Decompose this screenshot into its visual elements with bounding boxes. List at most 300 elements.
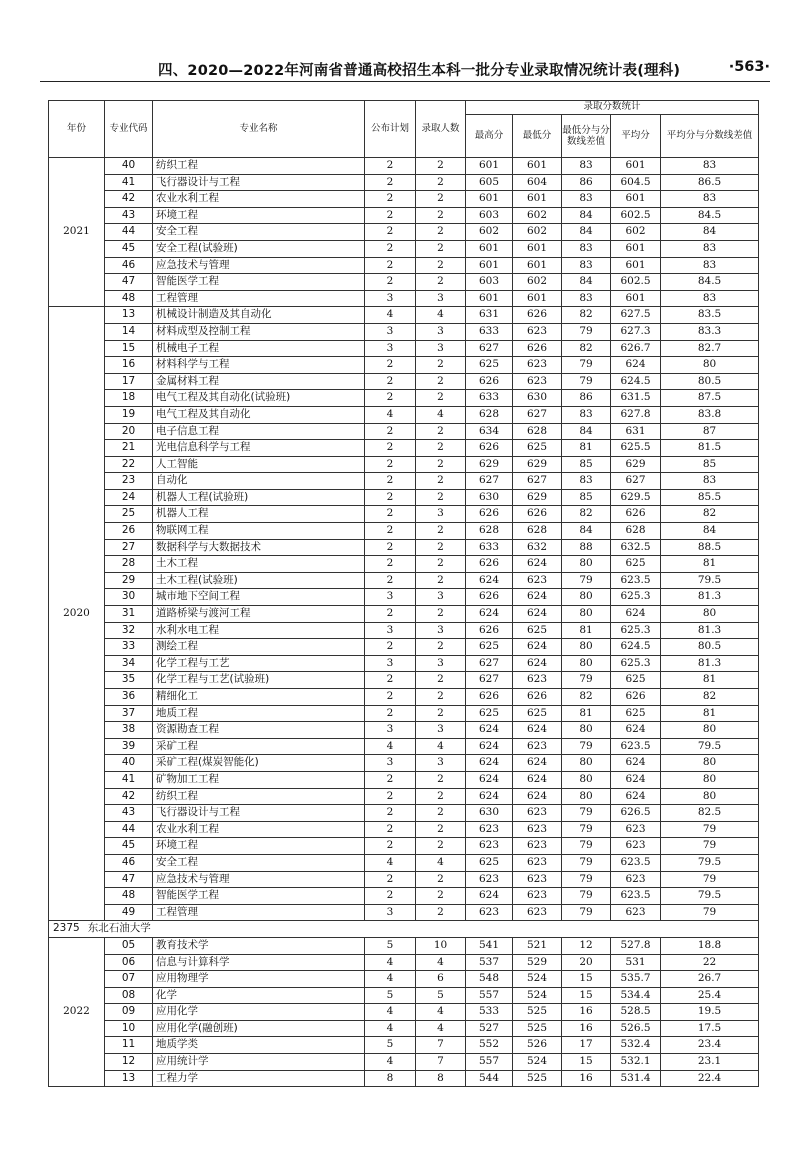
code-cell: 40 [105, 755, 153, 772]
code-cell: 08 [105, 987, 153, 1004]
name-cell: 机械电子工程 [153, 340, 365, 357]
table-row [49, 871, 759, 888]
min-cell: 624 [513, 606, 562, 623]
min-diff-cell: 79 [562, 805, 611, 822]
table-row [49, 440, 759, 457]
max-cell: 625 [466, 854, 513, 871]
plan-cell: 4 [365, 854, 416, 871]
avg-cell: 623.5 [611, 854, 661, 871]
avg-cell: 602 [611, 224, 661, 241]
min-diff-cell: 85 [562, 456, 611, 473]
min-diff-cell: 17 [562, 1037, 611, 1054]
min-diff-cell: 84 [562, 224, 611, 241]
plan-cell: 2 [365, 473, 416, 490]
admitted-cell: 5 [416, 987, 466, 1004]
avg-diff-cell: 23.1 [661, 1054, 759, 1071]
min-cell: 624 [513, 722, 562, 739]
code-cell: 37 [105, 705, 153, 722]
code-cell: 44 [105, 224, 153, 241]
table-header-row [49, 101, 759, 115]
min-diff-cell: 15 [562, 987, 611, 1004]
min-cell: 626 [513, 307, 562, 324]
admitted-cell: 2 [416, 456, 466, 473]
name-cell: 应用化学(融创班) [153, 1020, 365, 1037]
min-cell: 625 [513, 440, 562, 457]
max-cell: 601 [466, 290, 513, 307]
admitted-cell: 10 [416, 937, 466, 954]
min-cell: 623 [513, 805, 562, 822]
name-cell: 采矿工程(煤炭智能化) [153, 755, 365, 772]
name-cell: 采矿工程 [153, 738, 365, 755]
code-cell: 32 [105, 622, 153, 639]
avg-diff-cell: 82 [661, 506, 759, 523]
code-cell: 11 [105, 1037, 153, 1054]
avg-cell: 534.4 [611, 987, 661, 1004]
min-diff-cell: 79 [562, 738, 611, 755]
min-cell: 628 [513, 423, 562, 440]
code-cell: 35 [105, 672, 153, 689]
admitted-cell: 3 [416, 340, 466, 357]
max-cell: 601 [466, 257, 513, 274]
max-cell: 631 [466, 307, 513, 324]
code-cell: 09 [105, 1004, 153, 1021]
avg-diff-cell: 17.5 [661, 1020, 759, 1037]
min-diff-cell: 12 [562, 937, 611, 954]
admitted-cell: 4 [416, 406, 466, 423]
max-cell: 527 [466, 1020, 513, 1037]
admitted-cell: 4 [416, 854, 466, 871]
avg-cell: 601 [611, 191, 661, 208]
max-cell: 603 [466, 274, 513, 291]
admitted-cell: 2 [416, 539, 466, 556]
avg-diff-cell: 83.3 [661, 323, 759, 340]
avg-diff-cell: 80 [661, 606, 759, 623]
avg-diff-cell: 79 [661, 838, 759, 855]
table-row [49, 954, 759, 971]
name-cell: 精细化工 [153, 689, 365, 706]
min-diff-cell: 79 [562, 357, 611, 374]
min-diff-cell: 81 [562, 705, 611, 722]
avg-cell: 625.5 [611, 440, 661, 457]
avg-diff-cell: 79.5 [661, 572, 759, 589]
plan-cell: 4 [365, 954, 416, 971]
max-cell: 624 [466, 606, 513, 623]
name-cell: 资源勘查工程 [153, 722, 365, 739]
min-cell: 624 [513, 639, 562, 656]
avg-diff-cell: 83 [661, 257, 759, 274]
name-cell: 农业水利工程 [153, 191, 365, 208]
min-diff-cell: 80 [562, 755, 611, 772]
name-cell: 纺织工程 [153, 788, 365, 805]
table-row [49, 158, 759, 175]
table-row [49, 589, 759, 606]
plan-cell: 2 [365, 689, 416, 706]
table-row [49, 556, 759, 573]
max-cell: 605 [466, 174, 513, 191]
code-cell: 38 [105, 722, 153, 739]
avg-diff-cell: 79.5 [661, 738, 759, 755]
name-cell: 数据科学与大数据技术 [153, 539, 365, 556]
name-cell: 环境工程 [153, 838, 365, 855]
name-cell: 测绘工程 [153, 639, 365, 656]
max-cell: 601 [466, 240, 513, 257]
avg-diff-cell: 26.7 [661, 971, 759, 988]
min-diff-cell: 79 [562, 373, 611, 390]
name-cell: 地质工程 [153, 705, 365, 722]
code-cell: 39 [105, 738, 153, 755]
plan-cell: 2 [365, 373, 416, 390]
max-cell: 548 [466, 971, 513, 988]
name-cell: 光电信息科学与工程 [153, 440, 365, 457]
admitted-cell: 2 [416, 904, 466, 921]
name-cell: 道路桥梁与渡河工程 [153, 606, 365, 623]
min-diff-cell: 84 [562, 274, 611, 291]
name-cell: 城市地下空间工程 [153, 589, 365, 606]
min-cell: 629 [513, 456, 562, 473]
code-cell: 48 [105, 888, 153, 905]
name-cell: 地质学类 [153, 1037, 365, 1054]
plan-cell: 8 [365, 1070, 416, 1087]
min-cell: 623 [513, 323, 562, 340]
admitted-cell: 2 [416, 838, 466, 855]
table-row [49, 456, 759, 473]
avg-diff-cell: 86.5 [661, 174, 759, 191]
min-diff-cell: 80 [562, 771, 611, 788]
code-cell: 28 [105, 556, 153, 573]
name-cell: 电气工程及其自动化(试验班) [153, 390, 365, 407]
admitted-cell: 4 [416, 738, 466, 755]
table-row [49, 888, 759, 905]
table-row [49, 672, 759, 689]
max-cell: 601 [466, 158, 513, 175]
avg-cell: 601 [611, 290, 661, 307]
min-diff-cell: 88 [562, 539, 611, 556]
table-row [49, 1004, 759, 1021]
avg-diff-cell: 79.5 [661, 854, 759, 871]
min-diff-cell: 16 [562, 1020, 611, 1037]
code-cell: 33 [105, 639, 153, 656]
min-cell: 623 [513, 357, 562, 374]
max-cell: 557 [466, 987, 513, 1004]
min-cell: 626 [513, 689, 562, 706]
table-row [49, 606, 759, 623]
year-cell: 2022 [49, 937, 105, 1086]
plan-cell: 2 [365, 606, 416, 623]
max-cell: 624 [466, 738, 513, 755]
code-cell: 41 [105, 771, 153, 788]
max-cell: 627 [466, 473, 513, 490]
min-diff-cell: 80 [562, 606, 611, 623]
avg-cell: 625.3 [611, 589, 661, 606]
code-cell: 23 [105, 473, 153, 490]
avg-cell: 623.5 [611, 738, 661, 755]
min-cell: 623 [513, 672, 562, 689]
avg-cell: 626 [611, 689, 661, 706]
min-diff-cell: 86 [562, 174, 611, 191]
min-cell: 524 [513, 1054, 562, 1071]
min-cell: 601 [513, 158, 562, 175]
min-diff-cell: 15 [562, 1054, 611, 1071]
min-cell: 604 [513, 174, 562, 191]
min-cell: 629 [513, 489, 562, 506]
max-cell: 601 [466, 191, 513, 208]
avg-cell: 623 [611, 821, 661, 838]
admitted-cell: 2 [416, 705, 466, 722]
avg-diff-cell: 80 [661, 357, 759, 374]
code-cell: 41 [105, 174, 153, 191]
avg-cell: 624 [611, 722, 661, 739]
col-header-max: 最高分 [466, 115, 513, 158]
max-cell: 630 [466, 489, 513, 506]
avg-cell: 531 [611, 954, 661, 971]
admitted-cell: 2 [416, 606, 466, 623]
table-row [49, 622, 759, 639]
name-cell: 飞行器设计与工程 [153, 174, 365, 191]
plan-cell: 2 [365, 705, 416, 722]
avg-diff-cell: 80 [661, 722, 759, 739]
min-cell: 521 [513, 937, 562, 954]
min-diff-cell: 82 [562, 307, 611, 324]
year-cell: 2021 [49, 158, 105, 307]
plan-cell: 4 [365, 1004, 416, 1021]
plan-cell: 2 [365, 539, 416, 556]
plan-cell: 2 [365, 274, 416, 291]
code-cell: 34 [105, 655, 153, 672]
max-cell: 633 [466, 539, 513, 556]
avg-cell: 535.7 [611, 971, 661, 988]
min-cell: 525 [513, 1070, 562, 1087]
name-cell: 物联网工程 [153, 523, 365, 540]
name-cell: 自动化 [153, 473, 365, 490]
code-cell: 18 [105, 390, 153, 407]
name-cell: 化学 [153, 987, 365, 1004]
admitted-cell: 2 [416, 639, 466, 656]
avg-diff-cell: 81 [661, 556, 759, 573]
min-cell: 601 [513, 257, 562, 274]
avg-cell: 624 [611, 606, 661, 623]
avg-cell: 626.5 [611, 805, 661, 822]
max-cell: 624 [466, 722, 513, 739]
name-cell: 纺织工程 [153, 158, 365, 175]
avg-diff-cell: 18.8 [661, 937, 759, 954]
avg-cell: 626.7 [611, 340, 661, 357]
school-code: 2375 [53, 922, 80, 935]
min-diff-cell: 80 [562, 722, 611, 739]
max-cell: 603 [466, 207, 513, 224]
header-rule [40, 81, 770, 82]
code-cell: 46 [105, 854, 153, 871]
min-cell: 623 [513, 821, 562, 838]
col-header-name: 专业名称 [153, 101, 365, 158]
code-cell: 06 [105, 954, 153, 971]
plan-cell: 2 [365, 821, 416, 838]
code-cell: 30 [105, 589, 153, 606]
plan-cell: 3 [365, 655, 416, 672]
avg-cell: 625 [611, 705, 661, 722]
table-row [49, 821, 759, 838]
avg-cell: 625 [611, 672, 661, 689]
avg-cell: 624 [611, 771, 661, 788]
table-row [49, 971, 759, 988]
max-cell: 634 [466, 423, 513, 440]
avg-cell: 601 [611, 240, 661, 257]
school-row [49, 921, 759, 938]
group-2022 [49, 937, 759, 1086]
name-cell: 矿物加工工程 [153, 771, 365, 788]
page-header [40, 55, 770, 79]
admitted-cell: 2 [416, 473, 466, 490]
plan-cell: 5 [365, 1037, 416, 1054]
admitted-cell: 2 [416, 871, 466, 888]
admitted-cell: 2 [416, 556, 466, 573]
admitted-cell: 2 [416, 771, 466, 788]
avg-diff-cell: 83 [661, 473, 759, 490]
table-row [49, 1054, 759, 1071]
name-cell: 应急技术与管理 [153, 871, 365, 888]
min-diff-cell: 83 [562, 240, 611, 257]
code-cell: 44 [105, 821, 153, 838]
min-diff-cell: 83 [562, 257, 611, 274]
page-number: ·563· [728, 59, 770, 75]
avg-cell: 624 [611, 755, 661, 772]
avg-cell: 602.5 [611, 207, 661, 224]
admitted-cell: 4 [416, 1020, 466, 1037]
code-cell: 47 [105, 871, 153, 888]
max-cell: 557 [466, 1054, 513, 1071]
page-title: 四、2020—2022年河南省普通高校招生本科一批分专业录取情况统计表(理科) [158, 63, 681, 79]
admitted-cell: 7 [416, 1037, 466, 1054]
name-cell: 工程管理 [153, 904, 365, 921]
admitted-cell: 3 [416, 290, 466, 307]
avg-diff-cell: 79 [661, 821, 759, 838]
admitted-cell: 2 [416, 440, 466, 457]
min-diff-cell: 86 [562, 390, 611, 407]
plan-cell: 2 [365, 572, 416, 589]
avg-diff-cell: 79 [661, 904, 759, 921]
plan-cell: 2 [365, 174, 416, 191]
admitted-cell: 4 [416, 1004, 466, 1021]
min-diff-cell: 84 [562, 523, 611, 540]
avg-cell: 625 [611, 556, 661, 573]
plan-cell: 2 [365, 556, 416, 573]
code-cell: 14 [105, 323, 153, 340]
avg-cell: 628 [611, 523, 661, 540]
min-diff-cell: 20 [562, 954, 611, 971]
name-cell: 信息与计算科学 [153, 954, 365, 971]
avg-diff-cell: 84 [661, 224, 759, 241]
col-header-min-diff: 最低分与分数线差值 [562, 115, 611, 158]
code-cell: 07 [105, 971, 153, 988]
avg-diff-cell: 83.8 [661, 406, 759, 423]
max-cell: 627 [466, 340, 513, 357]
name-cell: 机械设计制造及其自动化 [153, 307, 365, 324]
table-row [49, 191, 759, 208]
table-row [49, 904, 759, 921]
code-cell: 27 [105, 539, 153, 556]
min-cell: 623 [513, 888, 562, 905]
min-cell: 524 [513, 987, 562, 1004]
avg-cell: 604.5 [611, 174, 661, 191]
avg-cell: 631 [611, 423, 661, 440]
min-cell: 623 [513, 854, 562, 871]
min-cell: 623 [513, 373, 562, 390]
max-cell: 630 [466, 805, 513, 822]
max-cell: 602 [466, 224, 513, 241]
avg-diff-cell: 82 [661, 689, 759, 706]
group-2021 [49, 158, 759, 307]
avg-cell: 623 [611, 838, 661, 855]
min-cell: 525 [513, 1004, 562, 1021]
max-cell: 626 [466, 373, 513, 390]
table-row [49, 489, 759, 506]
code-cell: 31 [105, 606, 153, 623]
plan-cell: 2 [365, 639, 416, 656]
code-cell: 40 [105, 158, 153, 175]
avg-cell: 532.1 [611, 1054, 661, 1071]
max-cell: 623 [466, 821, 513, 838]
avg-diff-cell: 81 [661, 672, 759, 689]
avg-diff-cell: 82.7 [661, 340, 759, 357]
plan-cell: 3 [365, 589, 416, 606]
code-cell: 19 [105, 406, 153, 423]
avg-cell: 531.4 [611, 1070, 661, 1087]
plan-cell: 2 [365, 838, 416, 855]
col-header-min: 最低分 [513, 115, 562, 158]
table-row [49, 755, 759, 772]
admitted-cell: 2 [416, 207, 466, 224]
table-row [49, 854, 759, 871]
min-cell: 626 [513, 340, 562, 357]
min-diff-cell: 79 [562, 572, 611, 589]
table-row [49, 1070, 759, 1087]
admitted-cell: 3 [416, 323, 466, 340]
min-diff-cell: 80 [562, 639, 611, 656]
plan-cell: 2 [365, 489, 416, 506]
table-row [49, 357, 759, 374]
name-cell: 金属材料工程 [153, 373, 365, 390]
admitted-cell: 3 [416, 722, 466, 739]
plan-cell: 2 [365, 240, 416, 257]
avg-diff-cell: 81.3 [661, 655, 759, 672]
min-cell: 524 [513, 971, 562, 988]
plan-cell: 3 [365, 722, 416, 739]
plan-cell: 4 [365, 406, 416, 423]
name-cell: 环境工程 [153, 207, 365, 224]
min-diff-cell: 83 [562, 406, 611, 423]
avg-cell: 624 [611, 788, 661, 805]
avg-cell: 623.5 [611, 572, 661, 589]
admitted-cell: 7 [416, 1054, 466, 1071]
min-diff-cell: 80 [562, 788, 611, 805]
avg-diff-cell: 79.5 [661, 888, 759, 905]
avg-cell: 601 [611, 158, 661, 175]
min-diff-cell: 85 [562, 489, 611, 506]
avg-cell: 627.8 [611, 406, 661, 423]
avg-diff-cell: 84.5 [661, 274, 759, 291]
max-cell: 626 [466, 506, 513, 523]
name-cell: 化学工程与工艺 [153, 655, 365, 672]
min-cell: 601 [513, 290, 562, 307]
plan-cell: 2 [365, 440, 416, 457]
min-cell: 627 [513, 406, 562, 423]
admitted-cell: 3 [416, 506, 466, 523]
min-cell: 601 [513, 240, 562, 257]
admitted-cell: 2 [416, 888, 466, 905]
plan-cell: 2 [365, 257, 416, 274]
min-cell: 602 [513, 224, 562, 241]
max-cell: 627 [466, 672, 513, 689]
admitted-cell: 4 [416, 307, 466, 324]
